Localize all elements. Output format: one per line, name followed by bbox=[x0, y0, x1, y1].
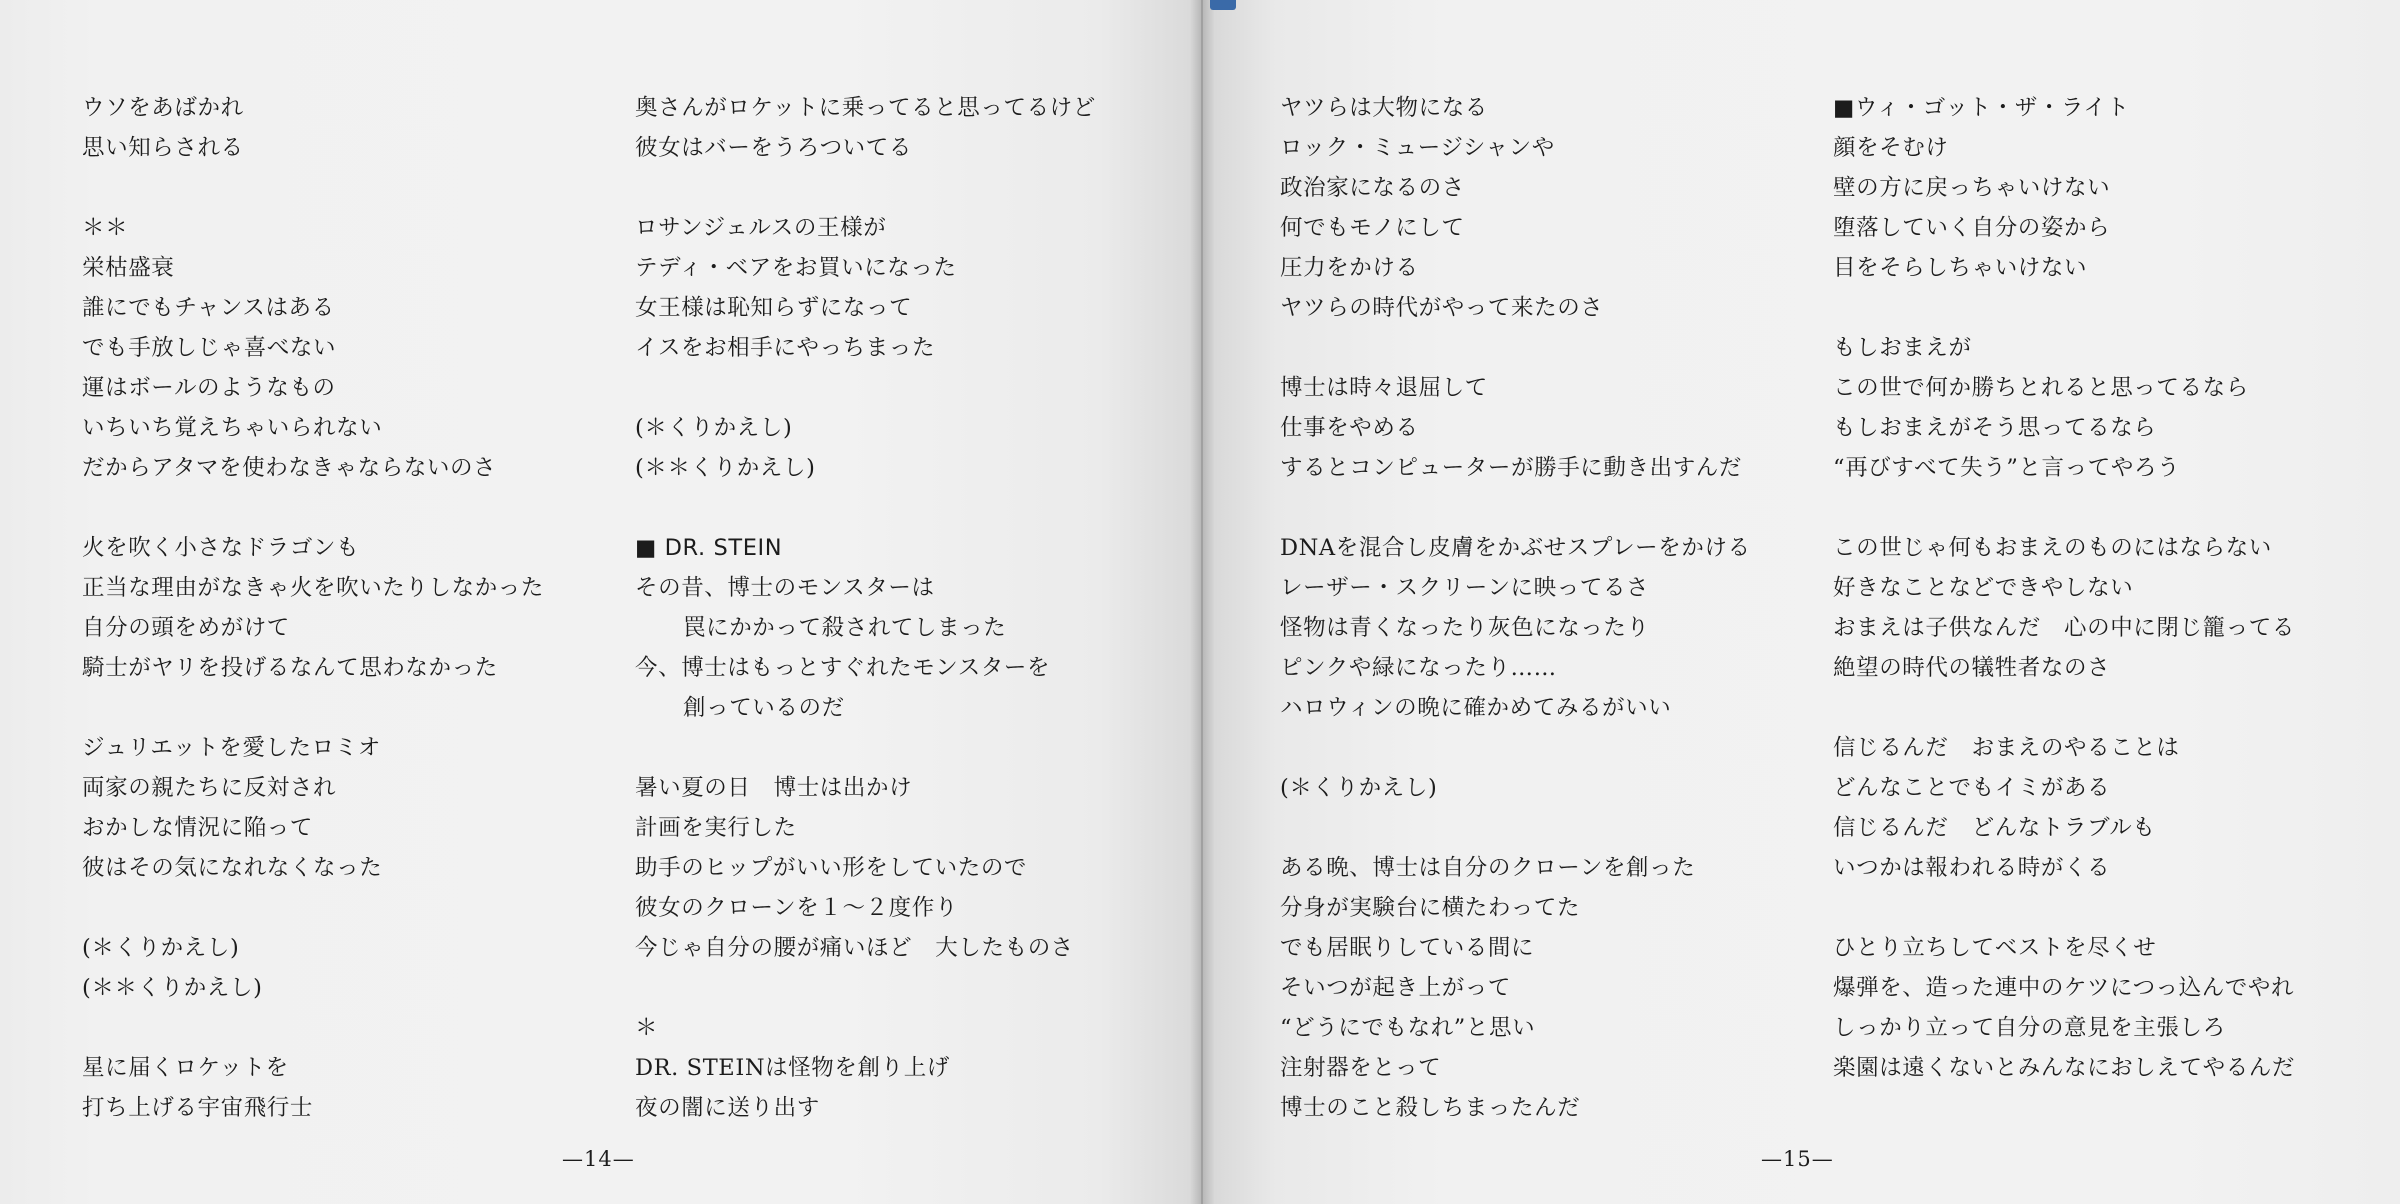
stanza-break bbox=[1280, 808, 1820, 848]
lyric-line: 政治家になるのさ bbox=[1280, 175, 1465, 201]
lyric-line: 奥さんがロケットに乗ってると思ってるけど bbox=[635, 95, 1096, 121]
lyric-line: ロック・ミュージシャンや bbox=[1280, 135, 1555, 161]
song-title: ■ウィ・ゴット・ザ・ライト bbox=[1833, 95, 2130, 121]
stanza-break bbox=[635, 968, 1175, 1008]
stanza-break bbox=[1280, 488, 1820, 528]
lyric-line: 何でもモノにして bbox=[1280, 215, 1465, 241]
lyric-line: 星に届くロケットを bbox=[82, 1055, 289, 1081]
lyric-line: 火を吹く小さなドラゴンも bbox=[82, 535, 360, 561]
lyric-line: この世じゃ何もおまえのものにはならない bbox=[1833, 535, 2272, 561]
stanza-break bbox=[1280, 328, 1820, 368]
lyric-line: 絶望の時代の犠牲者なのさ bbox=[1833, 655, 2111, 681]
page-number: —14— bbox=[562, 1147, 635, 1171]
lyric-line: 仕事をやめる bbox=[1280, 415, 1419, 441]
lyric-line: おかしな情況に陥って bbox=[82, 815, 314, 841]
lyric-line: するとコンピューターが勝手に動き出すんだ bbox=[1280, 455, 1743, 481]
lyric-line: 暑い夏の日 博士は出かけ bbox=[635, 775, 913, 801]
lyric-line: 両家の親たちに反対され bbox=[82, 775, 337, 801]
lyric-line: 爆弾を、造った連中のケツにつっ込んでやれ bbox=[1833, 975, 2295, 1001]
stanza-break bbox=[1833, 688, 2373, 728]
stanza-break bbox=[1280, 728, 1820, 768]
lyric-line: 夜の闇に送り出す bbox=[635, 1095, 820, 1121]
lyric-line: ロサンジェルスの王様が bbox=[635, 215, 887, 241]
lyric-line: 計画を実行した bbox=[635, 815, 797, 841]
lyric-line: ウソをあばかれ bbox=[82, 95, 244, 121]
lyric-line: おまえは子供なんだ 心の中に閉じ籠ってる bbox=[1833, 615, 2296, 641]
lyric-line: ピンクや緑になったり…… bbox=[1280, 655, 1557, 681]
lyric-line: “再びすべて失う”と言ってやろう bbox=[1833, 455, 2181, 481]
lyric-line: 自分の頭をめがけて bbox=[82, 615, 290, 641]
lyric-line: 怪物は青くなったり灰色になったり bbox=[1280, 615, 1650, 641]
lyric-line: ＊＊ bbox=[82, 215, 129, 241]
lyric-line: 今、博士はもっとすぐれたモンスターを bbox=[635, 655, 1051, 681]
lyric-line: いつかは報われる時がくる bbox=[1833, 855, 2111, 881]
lyric-line: でも手放しじゃ喜べない bbox=[82, 335, 337, 361]
lyric-line: DR. STEINは怪物を創り上げ bbox=[635, 1055, 950, 1081]
lyric-line: いちいち覚えちゃいられない bbox=[82, 415, 383, 441]
lyric-line: 博士のこと殺しちまったんだ bbox=[1280, 1095, 1581, 1121]
lyric-line: 彼女はバーをうろついてる bbox=[635, 135, 912, 161]
lyric-line: “どうにでもなれ”と思い bbox=[1280, 1015, 1536, 1041]
lyric-line: 信じるんだ おまえのやることは bbox=[1833, 735, 2180, 761]
stanza-break bbox=[1833, 288, 2373, 328]
stanza-break bbox=[635, 168, 1175, 208]
lyrics-column bbox=[635, 88, 1175, 1128]
lyric-line: 博士は時々退屈して bbox=[1280, 375, 1488, 401]
page-number: —15— bbox=[1761, 1147, 1834, 1171]
lyric-line: もしおまえが bbox=[1833, 335, 1972, 361]
lyric-line: 今じゃ自分の腰が痛いほど 大したものさ bbox=[635, 935, 1074, 961]
lyric-line: そいつが起き上がって bbox=[1280, 975, 1512, 1001]
lyric-line: 目をそらしちゃいけない bbox=[1833, 255, 2088, 281]
lyric-line: その昔、博士のモンスターは bbox=[635, 575, 935, 601]
book-gutter bbox=[1190, 0, 1214, 1204]
lyric-line: (＊くりかえし) bbox=[1280, 775, 1438, 801]
lyric-line: 信じるんだ どんなトラブルも bbox=[1833, 815, 2156, 841]
lyric-line: 注射器をとって bbox=[1280, 1055, 1442, 1081]
lyric-line: ヤツらは大物になる bbox=[1280, 95, 1488, 121]
lyrics-column bbox=[1280, 88, 1820, 1128]
left-page bbox=[0, 0, 1196, 1204]
lyric-line: (＊＊くりかえし) bbox=[82, 975, 263, 1001]
lyric-line: DNAを混合し皮膚をかぶせスプレーをかける bbox=[1280, 535, 1751, 561]
lyric-line: 壁の方に戻っちゃいけない bbox=[1833, 175, 2111, 201]
lyric-line: テディ・ベアをお買いになった bbox=[635, 255, 957, 281]
song-title: ■ DR. STEIN bbox=[635, 535, 783, 561]
lyric-line: 罠にかかって殺されてしまった bbox=[683, 615, 1007, 641]
lyric-line: 創っているのだ bbox=[683, 695, 845, 721]
stanza-break bbox=[82, 1008, 622, 1048]
lyric-line: 誰にでもチャンスはある bbox=[82, 295, 335, 321]
lyric-line: 栄枯盛衰 bbox=[82, 255, 175, 281]
stanza-break bbox=[635, 368, 1175, 408]
lyric-line: (＊くりかえし) bbox=[82, 935, 240, 961]
stanza-break bbox=[635, 488, 1175, 528]
lyric-line: (＊くりかえし) bbox=[635, 415, 793, 441]
lyric-line: (＊＊くりかえし) bbox=[635, 455, 816, 481]
lyric-line: ひとり立ちしてベストを尽くせ bbox=[1833, 935, 2157, 961]
stanza-break bbox=[82, 168, 622, 208]
lyric-line: 圧力をかける bbox=[1280, 255, 1419, 281]
lyric-line: 楽園は遠くないとみんなにおしえてやるんだ bbox=[1833, 1055, 2296, 1081]
lyric-line: 顔をそむけ bbox=[1833, 135, 1949, 161]
lyric-line: この世で何か勝ちとれると思ってるなら bbox=[1833, 375, 2249, 401]
stanza-break bbox=[635, 728, 1175, 768]
lyric-line: 彼はその気になれなくなった bbox=[82, 855, 383, 881]
lyric-line: 思い知らされる bbox=[82, 135, 244, 161]
lyric-line: どんなことでもイミがある bbox=[1833, 775, 2111, 801]
lyric-line: 堕落していく自分の姿から bbox=[1833, 215, 2111, 241]
lyric-line: 好きなことなどできやしない bbox=[1833, 575, 2134, 601]
lyric-line: ある晩、博士は自分のクローンを創った bbox=[1280, 855, 1696, 881]
lyric-line: でも居眠りしている間に bbox=[1280, 935, 1535, 961]
stanza-break bbox=[1833, 888, 2373, 928]
lyric-line: もしおまえがそう思ってるなら bbox=[1833, 415, 2157, 441]
lyrics-column bbox=[82, 88, 622, 1128]
lyric-line: 正当な理由がなきゃ火を吹いたりしなかった bbox=[82, 575, 545, 601]
lyric-line: 打ち上げる宇宙飛行士 bbox=[82, 1095, 314, 1121]
lyric-line: ジュリエットを愛したロミオ bbox=[82, 735, 381, 761]
stanza-break bbox=[1833, 488, 2373, 528]
lyric-line: 助手のヒップがいい形をしていたので bbox=[635, 855, 1028, 881]
lyric-line: しっかり立って自分の意見を主張しろ bbox=[1833, 1015, 2226, 1041]
lyric-line: 運はボールのようなもの bbox=[82, 375, 336, 401]
lyrics-column bbox=[1833, 88, 2373, 1088]
lyric-line: 分身が実験台に横たわってた bbox=[1280, 895, 1581, 921]
stanza-break bbox=[82, 888, 622, 928]
lyric-line: ヤツらの時代がやって来たのさ bbox=[1280, 295, 1604, 321]
lyric-line: ハロウィンの晩に確かめてみるがいい bbox=[1280, 695, 1672, 721]
bookmark-ribbon bbox=[1210, 0, 1236, 10]
lyric-line: ＊ bbox=[635, 1015, 659, 1041]
lyric-line: 騎士がヤリを投げるなんて思わなかった bbox=[82, 655, 498, 681]
lyric-line: 女王様は恥知らずになって bbox=[635, 295, 913, 321]
lyric-line: だからアタマを使わなきゃならないのさ bbox=[82, 455, 497, 481]
lyric-line: イスをお相手にやっちまった bbox=[635, 335, 936, 361]
stanza-break bbox=[82, 688, 622, 728]
stanza-break bbox=[82, 488, 622, 528]
lyric-line: レーザー・スクリーンに映ってるさ bbox=[1280, 575, 1650, 601]
right-page bbox=[1204, 0, 2400, 1204]
lyric-line: 彼女のクローンを１～２度作り bbox=[635, 895, 958, 921]
